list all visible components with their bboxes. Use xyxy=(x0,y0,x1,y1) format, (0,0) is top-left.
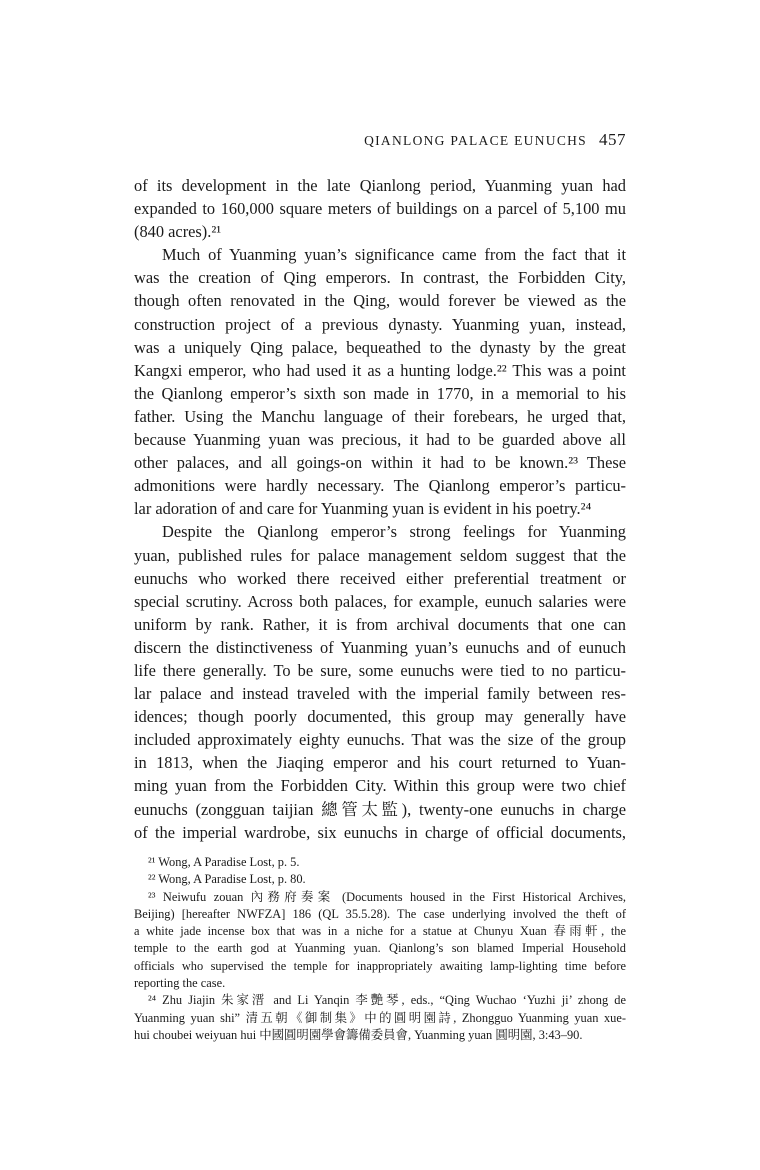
body-line: uniform by rank. Rather, it is from archival documents that one can xyxy=(134,614,626,634)
body-line: included approximately eighty eunuchs. That was the size of the group xyxy=(134,730,626,750)
body-line: (840 acres).²¹ xyxy=(134,222,222,242)
footnote-line: ²¹ Wong, A Paradise Lost, p. 5. xyxy=(148,855,300,869)
body-line: because Yuanming yuan was precious, it had to be guarded above all xyxy=(134,430,626,450)
footnote xyxy=(134,854,626,871)
body-line: life there generally. To be sure, some eunuchs were tied to no particu- xyxy=(134,660,626,680)
footnote-line: Yuanming yuan shi” 清五朝《御制集》中的圓明園詩, Zhongguo Yuanming yuan xue- xyxy=(134,1010,626,1025)
footnote-line: officials who supervised the temple for inappropriately awaiting lamp-lighting time before xyxy=(134,958,626,973)
running-head xyxy=(134,130,626,150)
body-line: admonitions were hardly necessary. The Qianlong emperor’s particu- xyxy=(134,476,626,496)
body-line: in 1813, when the Jiaqing emperor and his court returned to Yuan- xyxy=(134,753,626,773)
footnotes xyxy=(134,854,626,1044)
body-line: construction project of a previous dynasty. Yuanming yuan, instead, xyxy=(134,314,626,334)
body-line: ming yuan from the Forbidden City. Within this group were two chief xyxy=(134,776,626,796)
footnote-line: ²² Wong, A Paradise Lost, p. 80. xyxy=(148,872,306,887)
body-text xyxy=(134,174,626,844)
footnote-line: a white jade incense box that was in a niche for a statue at Chunyu Xuan 春雨軒, the xyxy=(134,924,626,939)
footnote xyxy=(134,889,626,993)
footnote-line: temple to the earth god at Yuanming yuan. Qianlong’s son blamed Imperial Household xyxy=(134,941,626,956)
page-number: 457 xyxy=(599,130,626,149)
body-line: of the imperial wardrobe, six eunuchs in charge of official documents, xyxy=(134,822,626,842)
body-line: lar adoration of and care for Yuanming yuan is evident in his poetry.²⁴ xyxy=(134,499,592,519)
footnote-line: ²³ Neiwufu zouan 內務府奏案 (Documents housed in the First Historical Archives, xyxy=(148,889,626,904)
body-line: eunuchs (zongguan taijian 總管太監), twenty-one eunuchs in charge xyxy=(134,799,626,819)
footnote-line: hui choubei weiyuan hui 中國圓明園學會籌備委員會, Yuanming yuan 圓明園, 3:43–90. xyxy=(134,1027,583,1042)
body-line: was the creation of Qing emperors. In contrast, the Forbidden City, xyxy=(134,268,626,288)
body-line: expanded to 160,000 square meters of buildings on a parcel of 5,100 mu xyxy=(134,199,626,219)
body-line: of its development in the late Qianlong period, Yuanming yuan had xyxy=(134,176,626,195)
body-line: was a uniquely Qing palace, bequeathed to the dynasty by the great xyxy=(134,337,626,357)
footnote-line: Beijing) [hereafter NWFZA] 186 (QL 35.5.28). The case underlying involved the theft of xyxy=(134,906,626,921)
body-line: yuan, published rules for palace management seldom suggest that the xyxy=(134,545,626,565)
footnote-line: reporting the case. xyxy=(134,976,226,991)
body-line: though often renovated in the Qing, would forever be viewed as the xyxy=(134,291,626,311)
footnote xyxy=(134,871,626,888)
body-line: special scrutiny. Across both palaces, for example, eunuch salaries were xyxy=(134,591,626,611)
body-line: other palaces, and all goings-on within it had to be known.²³ These xyxy=(134,453,626,473)
body-line: Kangxi emperor, who had used it as a hunting lodge.²² This was a point xyxy=(134,360,626,380)
body-line: lar palace and instead traveled with the imperial family between res- xyxy=(134,684,626,704)
running-title: QIANLONG PALACE EUNUCHS xyxy=(364,133,587,148)
body-line: eunuchs who worked there received either preferential treatment or xyxy=(134,568,626,588)
body-line: Despite the Qianlong emperor’s strong feelings for Yuanming xyxy=(162,522,626,542)
footnote xyxy=(134,992,626,1044)
footnote-line: ²⁴ Zhu Jiajin 朱家溍 and Li Yanqin 李艷琴, eds., “Qing Wuchao ‘Yuzhi ji’ zhong de xyxy=(148,993,626,1008)
body-line: the Qianlong emperor’s sixth son made in 1770, in a memorial to his xyxy=(134,383,626,403)
body-line: Much of Yuanming yuan’s significance came from the fact that it xyxy=(162,245,626,265)
body-line: discern the distinctiveness of Yuanming yuan’s eunuchs and of eunuch xyxy=(134,637,626,657)
body-line: father. Using the Manchu language of their forebears, he urged that, xyxy=(134,406,626,426)
body-line: idences; though poorly documented, this group may generally have xyxy=(134,707,626,727)
